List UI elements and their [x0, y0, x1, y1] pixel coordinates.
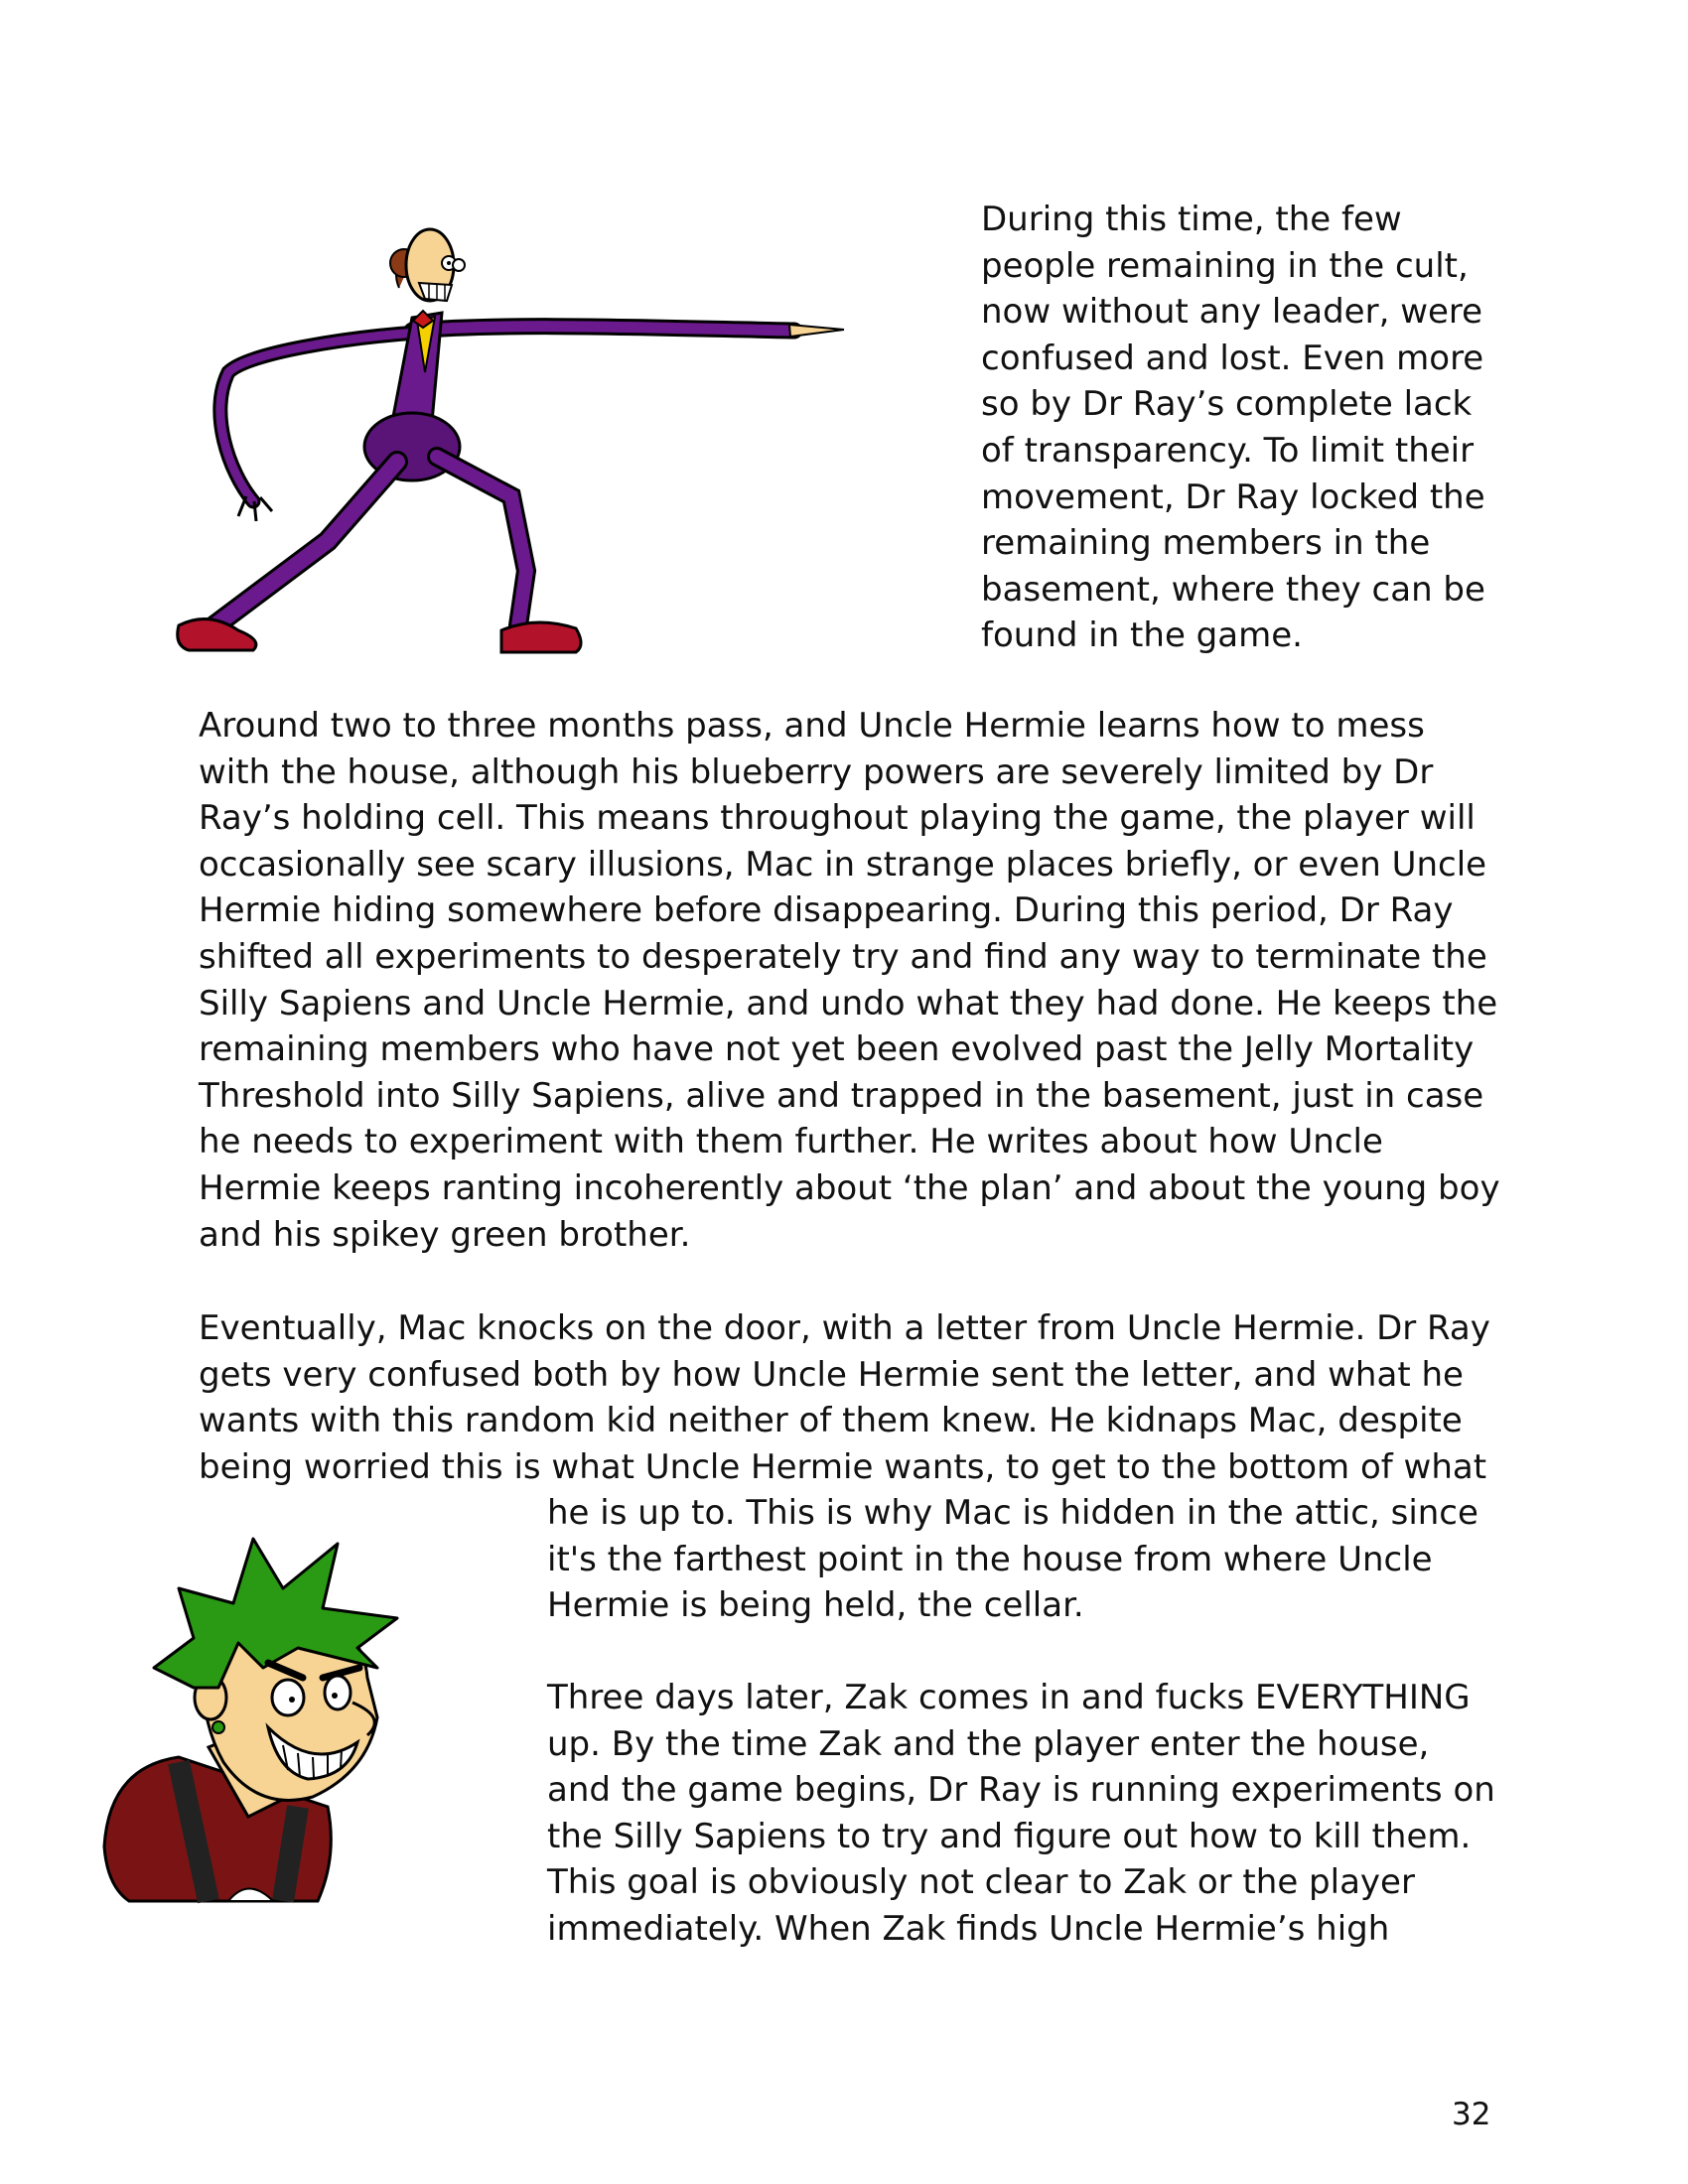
page-number: 32 [1452, 2097, 1491, 2132]
paragraph-zak-arrives: Three days later, Zak comes in and fucks EVERYTHING up. By the time Zak and the player enter the house, and the game begins, Dr Ray is running experiments on the Silly Sapiens to try and figure out how to kill them. This goal is obviously not clear to Zak or the player immediately. When Zak finds Uncle Hermie’s high [547, 1678, 1495, 1949]
paragraph-cult-members: During this time, the few people remaining in the cult, now without any leader, were confused and lost. Even more so by Dr Ray’s complete lack of transparency. To limit their movement, Dr Ray locked the remaining members in the basement, where they can be found in the game. [981, 200, 1485, 656]
paragraph-mac-kidnapped: Eventually, Mac knocks on the door, with a letter from Uncle Hermie. Dr Ray gets very confused both by how Uncle Hermie sent the letter, and what he wants with this random kid neither of them knew. He kidnaps Mac, despite being worried this is what Uncle Hermie wants, to get to the bottom of what [199, 1308, 1490, 1487]
dr-ray-illustration [169, 213, 884, 670]
paragraph-uncle-hermie-powers: Around two to three months pass, and Uncle Hermie learns how to mess with the house, although his blueberry powers are severely limited by Dr Ray’s holding cell. This means throughout playing the game, the player will occasionally see scary illusions, Mac in strange places briefly, or even Uncle Hermie hiding somewhere before disappearing. During this period, Dr Ray shifted all experiments to desperately try and find any way to terminate the Silly Sapiens and Uncle Hermie, and undo what they had done. He keeps the remaining members who have not yet been evolved past the Jelly Mortality Threshold into Silly Sapiens, alive and trapped in the basement, just in case he needs to experiment with them further. He writes about how Uncle Hermie keeps ranting incoherently about ‘the plan’ and about the young boy and his spikey green brother. [199, 706, 1500, 1255]
zak-illustration [99, 1519, 526, 1906]
paragraph-mac-attic: he is up to. This is why Mac is hidden in the attic, since it's the farthest point in the house from where Uncle Hermie is being held, the cellar. [547, 1493, 1478, 1626]
